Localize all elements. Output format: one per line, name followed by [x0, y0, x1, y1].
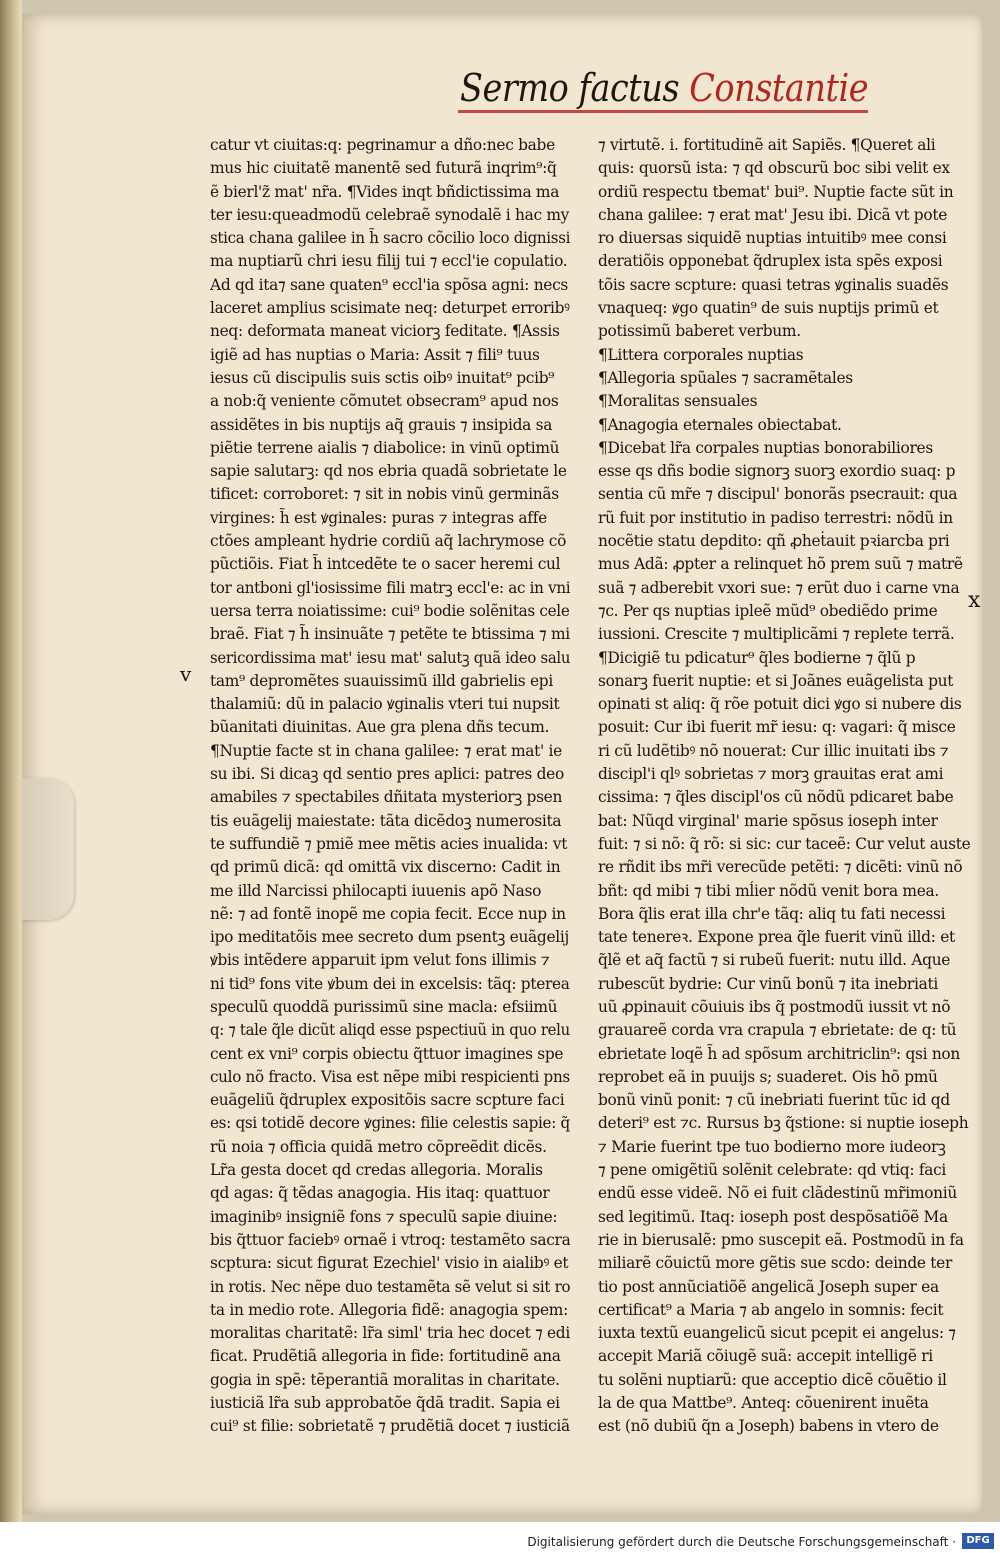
- text-line: ꝟbis intẽdere apparuit ipm velut fons illimis ⁊: [210, 951, 550, 970]
- funding-credit: Digitalisierung gefördert durch die Deutsche Forschungsgemeinschaft ·: [527, 1535, 956, 1549]
- text-line: iuxta textũ euangelicũ sicut pcepit ei angelus: ⁊: [598, 1324, 956, 1343]
- text-line: speculũ quoddã purissimũ sine macla: efsiimũ: [210, 997, 558, 1016]
- text-line: ⁊c. Per qs nuptias ipleẽ mũd⁹ obediẽdo prime: [598, 601, 938, 620]
- text-line: Bora q̃lis erat illa chr'e tãq: aliq tu fati necessi: [598, 904, 946, 923]
- text-line: igiẽ ad has nuptias o Maria: Assit ⁊ fili⁹ tuus: [210, 345, 540, 364]
- text-line: discipl'i qlꝰ sobrietas ⁊ morꝫ grauitas erat ami: [598, 765, 944, 784]
- text-line: ta in medio rote. Allegoria fidẽ: anagogia spem:: [210, 1300, 568, 1319]
- text-line: ⁊ Marie fuerint tpe tuo bodierno more iudeorꝫ: [598, 1137, 946, 1156]
- text-line: bñt: qd mibi ⁊ tibi mĺier nõdũ venit bora mea.: [598, 881, 939, 900]
- text-line: bis q̃ttuor faciebꝰ ornaẽ i vtroq: testamẽto sacra: [210, 1230, 570, 1249]
- text-line: thalamiũ: dũ in palacio ꝟginalis vteri tui nupsit: [210, 695, 560, 714]
- text-line: ebrietate loqẽ h̃ ad spõsum architriclin⁹: qsi non: [598, 1044, 961, 1063]
- text-line: sentia cũ mr̃e ⁊ discipul' bonorãs psecrauit: qua: [598, 485, 958, 504]
- text-line: mus Adã: ꝓpter a relinquet hõ prem suũ ⁊ matrẽ: [598, 555, 963, 574]
- text-line: potissimũ baberet verbum.: [598, 322, 801, 341]
- text-line: tio post annũciatiõẽ angelicã Joseph super ea: [598, 1277, 939, 1296]
- text-line: ordiũ respectu tbemat' bui⁹. Nuptie facte sũt in: [598, 182, 954, 201]
- text-line: sed legitimũ. Itaq: ioseph post despõsatiõẽ Ma: [598, 1207, 948, 1226]
- text-line: endũ esse videẽ. Nõ ei fuit clãdestinũ mr̃imoniũ: [598, 1184, 957, 1203]
- text-line: neq: deformata maneat viciorꝫ feditate. ¶Assis: [210, 322, 560, 341]
- text-line: tor antboni gl'iosissime fili matrꝫ eccl'e: ac in vni: [210, 578, 570, 597]
- text-line: posuit: Cur ibi fuerit mr̃ iesu: q: vagari: q̃ misce: [598, 718, 956, 737]
- text-line: rie in bierusalẽ: pmo suscepit eã. Postmodũ in fa: [598, 1230, 964, 1249]
- text-line: ¶Nuptie facte st in chana galilee: ⁊ erat mat' ie: [210, 741, 562, 760]
- text-line: la de qua Mattbe⁹. Anteq: cõuenirent inuẽta: [598, 1394, 929, 1413]
- text-line: in rotis. Nec nẽpe duo testamẽta sẽ velut si sit ro: [210, 1277, 570, 1296]
- text-line: tificet: corroboret: ⁊ sit in nobis vinũ germinãs: [210, 485, 559, 504]
- text-line: assidẽtes in bis nuptijs aq̃ grauis ⁊ insipida sa: [210, 415, 553, 434]
- text-line: q̃lẽ et aq̃ factũ ⁊ si rubeũ fuerit: nutu illd. Aque: [598, 951, 951, 970]
- text-line: bũanitati diuinitas. Aue gra plena dñs tecum.: [210, 718, 550, 737]
- text-line: ctões ampleant hydrie cordiũ aq̃ lachrymose cõ: [210, 532, 567, 551]
- margin-letter-x: x: [968, 588, 981, 613]
- text-line: ro diuersas siquidẽ nuptias intuitibꝰ mee consi: [598, 229, 947, 248]
- text-line: ⁊ virtutẽ. i. fortitudinẽ ait Sapiẽs. ¶Queret ali: [598, 136, 936, 154]
- text-line: opinati st aliq: q̃ rõe potuit dici ꝟgo si nubere dis: [598, 695, 962, 714]
- text-line: uersa terra noiatissime: cui⁹ bodie solẽnitas cele: [210, 601, 570, 620]
- text-line: ma nuptiarũ chri iesu filij tui ⁊ eccl'ie copulatio.: [210, 252, 568, 271]
- text-line: me illd Narcissi philocapti iuuenis apõ Naso: [210, 881, 542, 900]
- text-line: ¶Dicigiẽ tu pdicatur⁹ q̃les bodierne ⁊ q̃lũ p: [598, 648, 916, 667]
- text-line: tu solẽni nuptiarũ: que acceptio dicẽ cõuẽtio il: [598, 1370, 947, 1389]
- text-line: ¶Anagogia eternales obiectabat.: [598, 415, 842, 434]
- text-line: uũ ꝓpinauit cõuiuis ibs q̃ postmodũ iussit vt nõ: [598, 997, 951, 1016]
- text-line: imaginibꝰ insigniẽ fons ⁊ speculũ sapie diuine:: [210, 1207, 558, 1226]
- text-line: amabiles ⁊ spectabiles dñitata mysteriorꝫ psen: [210, 788, 563, 807]
- text-line: scptura: sicut figurat Ezechiel' visio in aialibꝰ et: [210, 1254, 569, 1273]
- text-line: euãgeliũ q̃druplex expositõis sacre scpture faci: [210, 1091, 565, 1110]
- text-line: ficat. Prudẽtiã allegoria in fide: fortitudinẽ ana: [210, 1347, 561, 1366]
- text-line: q: ⁊ tale q̃le dicũt aliqd esse pspectiuũ in quo relu: [210, 1021, 570, 1040]
- text-line: bonũ vinũ ponit: ⁊ cũ inebriati fuerint tũc id qd: [598, 1091, 950, 1110]
- text-line: deratiõis opponebat q̃druplex ista spẽs exposi: [598, 252, 943, 271]
- text-line: moralitas charitatẽ: lr̃a siml' tria hec docet ⁊ edi: [210, 1324, 570, 1343]
- text-line: re rñdit ibs mr̃i verecũde petẽti: ⁊ dicẽti: vinũ nõ: [598, 858, 963, 877]
- text-line: iesus cũ discipulis suis sctis oibꝰ inuitat⁹ pcib⁹: [210, 368, 555, 387]
- text-line: te suffundiẽ ⁊ pmiẽ mee mẽtis acies inualida: vt: [210, 834, 568, 853]
- text-line: grauareẽ corda vra crapula ⁊ ebrietate: de q: tũ: [598, 1021, 957, 1040]
- text-line: pũctiõis. Fiat h̃ intcedẽte te o sacer heremi cul: [210, 555, 561, 574]
- text-line: vnaqueq: ꝟgo quatin⁹ de suis nuptijs primũ et: [598, 299, 939, 318]
- text-line: fuit: ⁊ si nõ: q̃ rõ: si sic: cur taceẽ: Cur velut auste: [598, 834, 970, 853]
- text-column-left: [210, 134, 570, 1439]
- text-line: est (nõ dubiũ q̃n a Joseph) babens in vtero de: [598, 1417, 939, 1436]
- text-line: tam⁹ depromẽtes suauissimũ illd gabrielis epi: [210, 671, 553, 690]
- text-line: esse qs dñs bodie signorꝫ suorꝫ exordio suaq: p: [598, 462, 956, 481]
- text-line: certificat⁹ a Maria ⁊ ab angelo in somnis: fecit: [598, 1300, 944, 1319]
- text-line: braẽ. Fiat ⁊ h̃ insinuãte ⁊ petẽte te btissima ⁊ mi: [210, 625, 570, 644]
- text-line: ni tid⁹ fons vite ꝟbum dei in excelsis: tãq: pterea: [210, 974, 570, 993]
- text-line: tis euãgelij maiestate: tãta dicẽdoꝫ numerosita: [210, 811, 562, 830]
- text-line: qd primũ dicã: qd omittã vix discerno: Cadit in: [210, 858, 561, 877]
- text-column-right: [598, 134, 970, 1439]
- text-line: sapie salutarꝫ: qd nos ebria quadã sobrietate le: [210, 462, 567, 481]
- text-line: ẽ bierl'z̃ mat' nr̃a. ¶Vides inqt bñdictissima ma: [210, 182, 560, 201]
- text-line: tõis sacre scpture: quasi tetras ꝟginalis suadẽs: [598, 275, 949, 294]
- text-line: cissima: ⁊ q̃les discipl'os cũ nõdũ pdicaret babe: [598, 788, 954, 807]
- text-line: es: qsi totidẽ decore ꝟgines: filie celestis sapie: q̃: [210, 1114, 570, 1133]
- text-line: mus hic ciuitatẽ manentẽ sed futurã inqrim⁹:q̃: [210, 159, 557, 178]
- text-line: ¶Dicebat lr̃a corpales nuptias bonorabiliores: [598, 438, 933, 457]
- text-line: quis: quorsũ ista: ⁊ qd obscurũ boc sibi velit ex: [598, 159, 950, 178]
- text-line: rubescũt bydrie: Cur vinũ bonũ ⁊ ita inebriati: [598, 974, 938, 993]
- running-header-rubric: Constantie: [689, 66, 869, 110]
- text-line: suã ⁊ adberebit vxori sue: ⁊ erũt duo i carne vna: [598, 578, 960, 597]
- margin-letter-v: v: [180, 662, 192, 686]
- running-header-title: Sermo factus: [460, 66, 690, 110]
- text-line: rũ fuit por institutio in padiso terrestri: nõdũ in: [598, 508, 953, 527]
- text-line: cui⁹ st filie: sobrietatẽ ⁊ prudẽtiã docet ⁊ iusticiã: [210, 1417, 570, 1436]
- text-line: virgines: h̃ est ꝟginales: puras ⁊ integras affe: [210, 508, 547, 527]
- text-line: ipo meditatõis mee secreto dum psentꝫ euãgelij: [210, 928, 570, 947]
- text-line: bat: Nũqd virginal' marie spõsus ioseph inter: [598, 811, 938, 830]
- text-line: catur vt ciuitas:q: pegrinamur a dño:nec babe: [210, 136, 555, 154]
- text-line: chana galilee: ⁊ erat mat' Jesu ibi. Dicã vt pote: [598, 205, 948, 224]
- text-line: piẽtie terrene aialis ⁊ diabolice: in vinũ optimũ: [210, 438, 560, 457]
- text-line: reprobet eã in puuijs s; suaderet. Ois hõ pmũ: [598, 1067, 938, 1086]
- text-line: ¶Allegoria spũales ⁊ sacramẽtales: [598, 368, 853, 387]
- text-line: Ad qd ita⁊ sane quaten⁹ eccl'ia spõsa agni: necs: [210, 275, 569, 294]
- text-line: tate tenereꝛ. Expone prea q̃le fuerit vinũ illd: et: [598, 928, 955, 947]
- text-line: nocẽtie statu depdito: qñ ꝓheṫauit pꝛiarcba pri: [598, 532, 950, 551]
- text-line: ri cũ ludẽtibꝰ nõ nouerat: Cur illic inuitati ibs ⁊: [598, 741, 949, 760]
- text-line: iusticiã lr̃a sub approbatõe q̃dã tradit. Sapia ei: [210, 1394, 560, 1413]
- text-line: accepit Mariã cõiugẽ suã: accepit intelligẽ ri: [598, 1347, 933, 1366]
- text-line: su ibi. Si dicaꝫ qd sentio pres aplici: patres deo: [210, 765, 564, 784]
- text-line: miliarẽ cõuictũ more gẽtis sue scdo: deinde ter: [598, 1254, 953, 1273]
- text-line: ¶Littera corporales nuptias: [598, 345, 804, 364]
- text-line: gogia in spẽ: tẽperantiã moralitas in charitate.: [210, 1370, 560, 1389]
- book-spine: [0, 0, 22, 1522]
- header-rule: [458, 110, 868, 113]
- text-line: sericordissima mat' iesu mat' salutꝫ quã ideo salu: [210, 648, 570, 667]
- text-line: culo nõ fracto. Visa est nẽpe mibi respicienti pns: [210, 1067, 570, 1086]
- text-line: stica chana galilee in h̃ sacro cõcilio loco dignissi: [210, 229, 570, 248]
- dfg-logo: DFG: [962, 1533, 994, 1549]
- text-line: iussioni. Crescite ⁊ multiplicãmi ⁊ replete terrã.: [598, 625, 955, 644]
- text-line: a nob:q̃ veniente cõmutet obsecram⁹ apud nos: [210, 392, 559, 411]
- text-line: qd agas: q̃ tẽdas anagogia. His itaq: quattuor: [210, 1184, 550, 1203]
- text-line: rũ noia ⁊ officia quidã metro cõpreẽdit dicẽs.: [210, 1137, 547, 1156]
- text-line: ⁊ pene omigẽtiũ solẽnit celebrate: qd vtiq: faci: [598, 1161, 947, 1180]
- text-line: ¶Moralitas sensuales: [598, 392, 758, 411]
- text-line: deteri⁹ est ⁊c. Rursus bꝫ q̃stione: si nuptie ioseph: [598, 1114, 969, 1133]
- text-line: cent ex vni⁹ corpis obiectu q̃ttuor imagines spe: [210, 1044, 564, 1063]
- text-line: sonarꝫ fuerit nuptie: et si Joãnes euãgelista put: [598, 671, 954, 690]
- text-line: ter iesu:queadmodũ celebraẽ synodalẽ i hac my: [210, 205, 570, 224]
- page-tab-marker: [22, 778, 74, 920]
- text-line: Lr̃a gesta docet qd credas allegoria. Moralis: [210, 1161, 543, 1180]
- text-line: nẽ: ⁊ ad fontẽ inopẽ me copia fecit. Ecce nup in: [210, 904, 566, 923]
- text-line: laceret amplius scisimate neq: deturpet erroribꝰ: [210, 299, 570, 318]
